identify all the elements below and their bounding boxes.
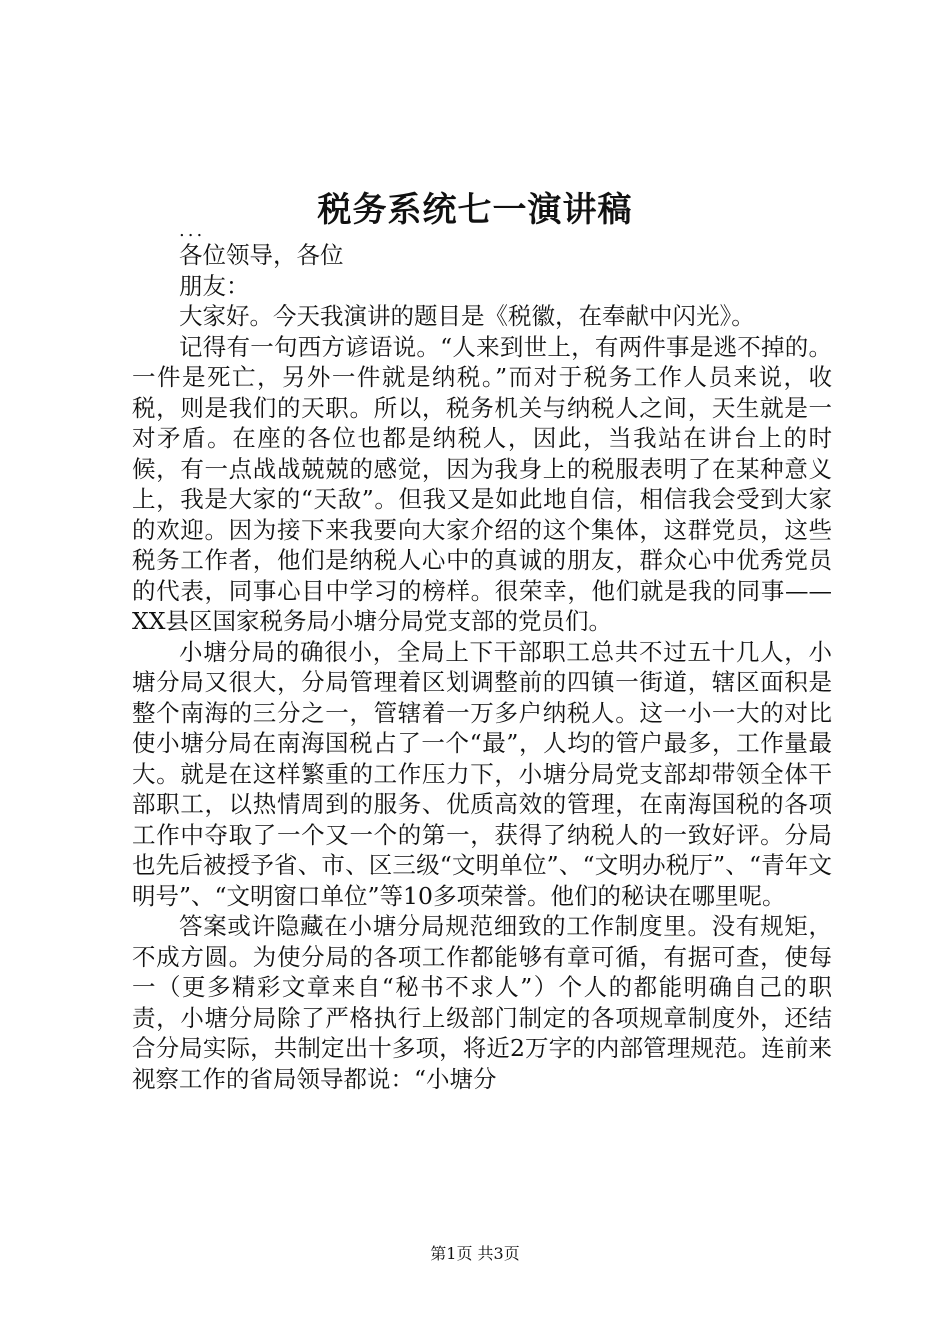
document-title: 税务系统七一演讲稿: [317, 190, 633, 230]
body-paragraph: 记得有一句西方谚语说。“人来到世上，有两件事是逃不掉的。一件是死亡，另外一件就是纳税。”而对于税务工作人员来说，收税，则是我们的天职。所以，税务机关与纳税人之间，天生就是一对矛盾。在座的各位也都是纳税人，因此，当我站在讲台上的时候，有一点战战兢兢的感觉，因为我身上的税服表明了在某种意义上，我是大家的“天敌”。但我又是如此地自信，相信我会受到大家的欢迎。因为接下来我要向大家介绍的这个集体，这群党员，这些税务工作者，他们是纳税人心中的真诚的朋友，群众心中优秀党员的代表，同事心目中学习的榜样。很荣幸，他们就是我的同事——XX县区国家税务局小塘分局党支部的党员们。: [132, 332, 832, 635]
salutation-continued: 朋友：: [179, 271, 250, 300]
salutation-line: 各位领导，各位: [179, 241, 344, 269]
body-paragraph: 答案或许隐藏在小塘分局规范细致的工作制度里。没有规矩，不成方圆。为使分局的各项工作都能够有章可循，有据可查，使每一（更多精彩文章来自“秘书不求人”）个人的都能明确自己的职责，小塘分局除了严格执行上级部门制定的各项规章制度外，还结合分局实际，共制定出十多项，将近2万字的内部管理规范。连前来视察工作的省局领导都说：“小塘分: [132, 912, 832, 1093]
page-footer: 第1页 共3页: [430, 1244, 520, 1263]
opening-paragraph: 大家好。今天我演讲的题目是《税徽，在奉献中闪光》。: [179, 302, 755, 330]
document-body: [132, 220, 832, 1094]
body-paragraph: 小塘分局的确很小，全局上下干部职工总共不过五十几人，小塘分局又很大，分局管理着区划调整前的四镇一街道，辖区面积是整个南海的三分之一，管辖着一万多户纳税人。这一小一大的对比使小塘分局在南海国税占了一个“最”，人均的管户最多，工作量最大。就是在这样繁重的工作压力下，小塘分局党支部却带领全体干部职工，以热情周到的服务、优质高效的管理，在南海国税的各项工作中夺取了一个又一个的第一，获得了纳税人的一致好评。分局也先后被授予省、市、区三级“文明单位”、“文明办税厅”、“青年文明号”、“文明窗口单位”等10多项荣誉。他们的秘诀在哪里呢。: [132, 637, 832, 910]
ellipsis-line: ...: [179, 220, 206, 241]
